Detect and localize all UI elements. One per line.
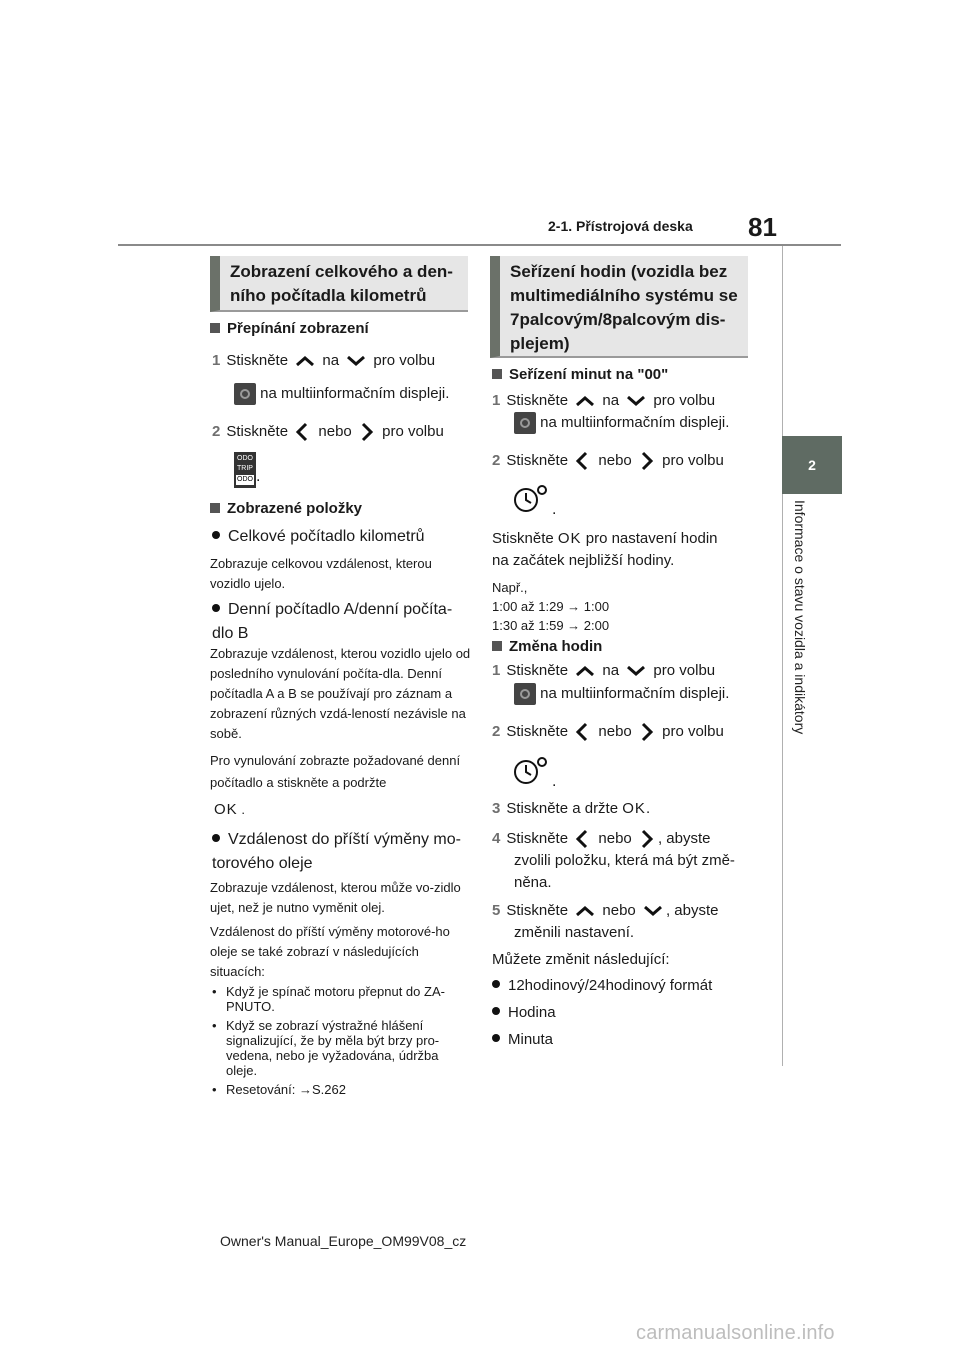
chevron-up-icon (572, 394, 598, 408)
odo-trip-icon-row: ODO TRIP ODO . (234, 452, 260, 488)
clock-step-2: 2 Stiskněte nebo pro volbu (492, 450, 724, 472)
ok-button-icon: OK (622, 800, 646, 817)
change-step-4: 4 Stiskněte nebo , abyste zvolili položku, která má být změ- něna. (492, 830, 735, 892)
settings-gear-icon (234, 383, 256, 405)
trip-meter-reset: Pro vynulování zobrazte požadované denní počítadlo a stiskněte a podržte (210, 753, 461, 790)
change-step-3: 3 Stiskněte a držte OK. (492, 800, 651, 817)
ok-reset-line: OK . (214, 801, 245, 818)
section-heading-clock: Seřízení hodin (vozidla bez multimediálního systému se 7palcovým/8palcovým dis- plejem) (490, 256, 748, 358)
ok-button-icon: OK (557, 530, 582, 547)
bullet-trip-meter: Denní počítadlo A/denní počíta- dlo B (212, 601, 453, 642)
step-1: 1 Stiskněte na pro volbu (212, 352, 436, 369)
oil-change-description: Zobrazuje vzdálenost, kterou může vo-zidlo ujet, než je nutno vyměnit olej. (210, 880, 461, 915)
page-number: 81 (748, 212, 777, 242)
chevron-right-icon (636, 450, 658, 472)
chevron-up-icon (572, 664, 598, 678)
change-step-1: 1 Stiskněte na pro volbu (492, 662, 716, 679)
subheading-displayed-items: Zobrazené položky (210, 500, 362, 517)
section-header: 2-1. Přístrojová deska (548, 218, 693, 234)
clock-step-1: 1 Stiskněte na pro volbu (492, 392, 716, 409)
clock-settings-icon-row-2: . (512, 754, 556, 791)
subheading-minutes-00: Seřízení minut na "00" (492, 366, 668, 383)
subheading-switch-display: Přepínání zobrazení (210, 320, 369, 337)
situations-list (212, 984, 470, 1097)
chevron-up-icon (572, 904, 598, 918)
document-footer: Owner's Manual_Europe_OM99V08_cz (220, 1233, 467, 1249)
odometer-description: Zobrazuje celkovou vzdálenost, kterou vozidlo ujelo. (210, 556, 432, 591)
change-step-5: 5 Stiskněte nebo , abyste změnili nastavení. (492, 902, 719, 941)
square-bullet-icon (210, 323, 220, 333)
clock-settings-icon (512, 482, 552, 514)
chevron-left-icon (572, 450, 594, 472)
ok-line-1: Stiskněte OK pro nastavení hodin (492, 530, 718, 547)
watermark: carmanualsonline.info (636, 1322, 835, 1344)
clock-settings-icon-row: . (512, 482, 556, 519)
clock-step-1-cont: na multiinformačním displeji. (514, 412, 729, 434)
tab-divider (782, 246, 783, 1066)
chevron-down-icon (623, 394, 649, 408)
chapter-tab: 2 (782, 436, 842, 494)
chevron-left-icon (572, 721, 594, 743)
list-item: • Když se zobrazí výstražné hlášení signalizující, že by měla být brzy pro-vedena, nebo je vyžadována, údržba oleje. (212, 1018, 440, 1078)
chevron-down-icon (623, 664, 649, 678)
chevron-left-icon (292, 421, 314, 443)
square-bullet-icon (492, 369, 502, 379)
clock-settings-icon (512, 754, 552, 786)
step-1-cont: na multiinformačním displeji. (234, 383, 449, 405)
chevron-right-icon (636, 721, 658, 743)
bullet-oil-change: Vzdálenost do příští výměny mo- torového oleje (212, 831, 461, 872)
chevron-up-icon (292, 354, 318, 368)
list-item: • Když je spínač motoru přepnut do ZA-PNUTO. (212, 984, 445, 1014)
trip-meter-description: Zobrazuje vzdálenost, kterou vozidlo ujelo od posledního vynulování počíta-dla. Denní počítadla A a B se používají pro záznam a zobrazení různých vzdá-leností nezávisle na sobě. (210, 646, 471, 741)
change-step-2: 2 Stiskněte nebo pro volbu (492, 721, 724, 743)
can-change-label: Můžete změnit následující: (492, 951, 670, 968)
step-2: 2 Stiskněte nebo pro volbu (212, 421, 444, 443)
settings-gear-icon (514, 683, 536, 705)
settings-gear-icon (514, 412, 536, 434)
bullet-odometer: Celkové počítadlo kilometrů (212, 528, 425, 546)
chevron-left-icon (572, 828, 594, 850)
example-block: Např., 1:00 až 1:29 → 1:00 1:30 až 1:59 → 2:00 (492, 580, 610, 633)
square-bullet-icon (492, 641, 502, 651)
chevron-down-icon (640, 904, 666, 918)
chevron-right-icon (636, 828, 658, 850)
change-step-1-cont: na multiinformačním displeji. (514, 683, 729, 705)
option-hour: Hodina (492, 1004, 556, 1021)
option-time-format: 12hodinový/24hodinový formát (492, 977, 712, 994)
odo-trip-icon: ODO TRIP ODO (234, 452, 256, 488)
ok-button-icon: OK (214, 801, 238, 818)
chevron-right-icon (356, 421, 378, 443)
option-minute: Minuta (492, 1031, 553, 1048)
subheading-change-clock: Změna hodin (492, 638, 602, 655)
section-heading-odometer: Zobrazení celkového a den- ního počítadla kilometrů (210, 256, 468, 312)
header-rule (118, 244, 841, 246)
chevron-down-icon (343, 354, 369, 368)
list-item: • Resetování: →S.262 (212, 1082, 346, 1097)
ok-line-2: na začátek nejbližší hodiny. (492, 552, 675, 569)
oil-change-situations: Vzdálenost do příští výměny motorové-ho oleje se také zobrazí v následujících situacích: (210, 924, 450, 979)
square-bullet-icon (210, 503, 220, 513)
chapter-tab-label: Informace o stavu vozidla a indikátory (792, 500, 808, 735)
